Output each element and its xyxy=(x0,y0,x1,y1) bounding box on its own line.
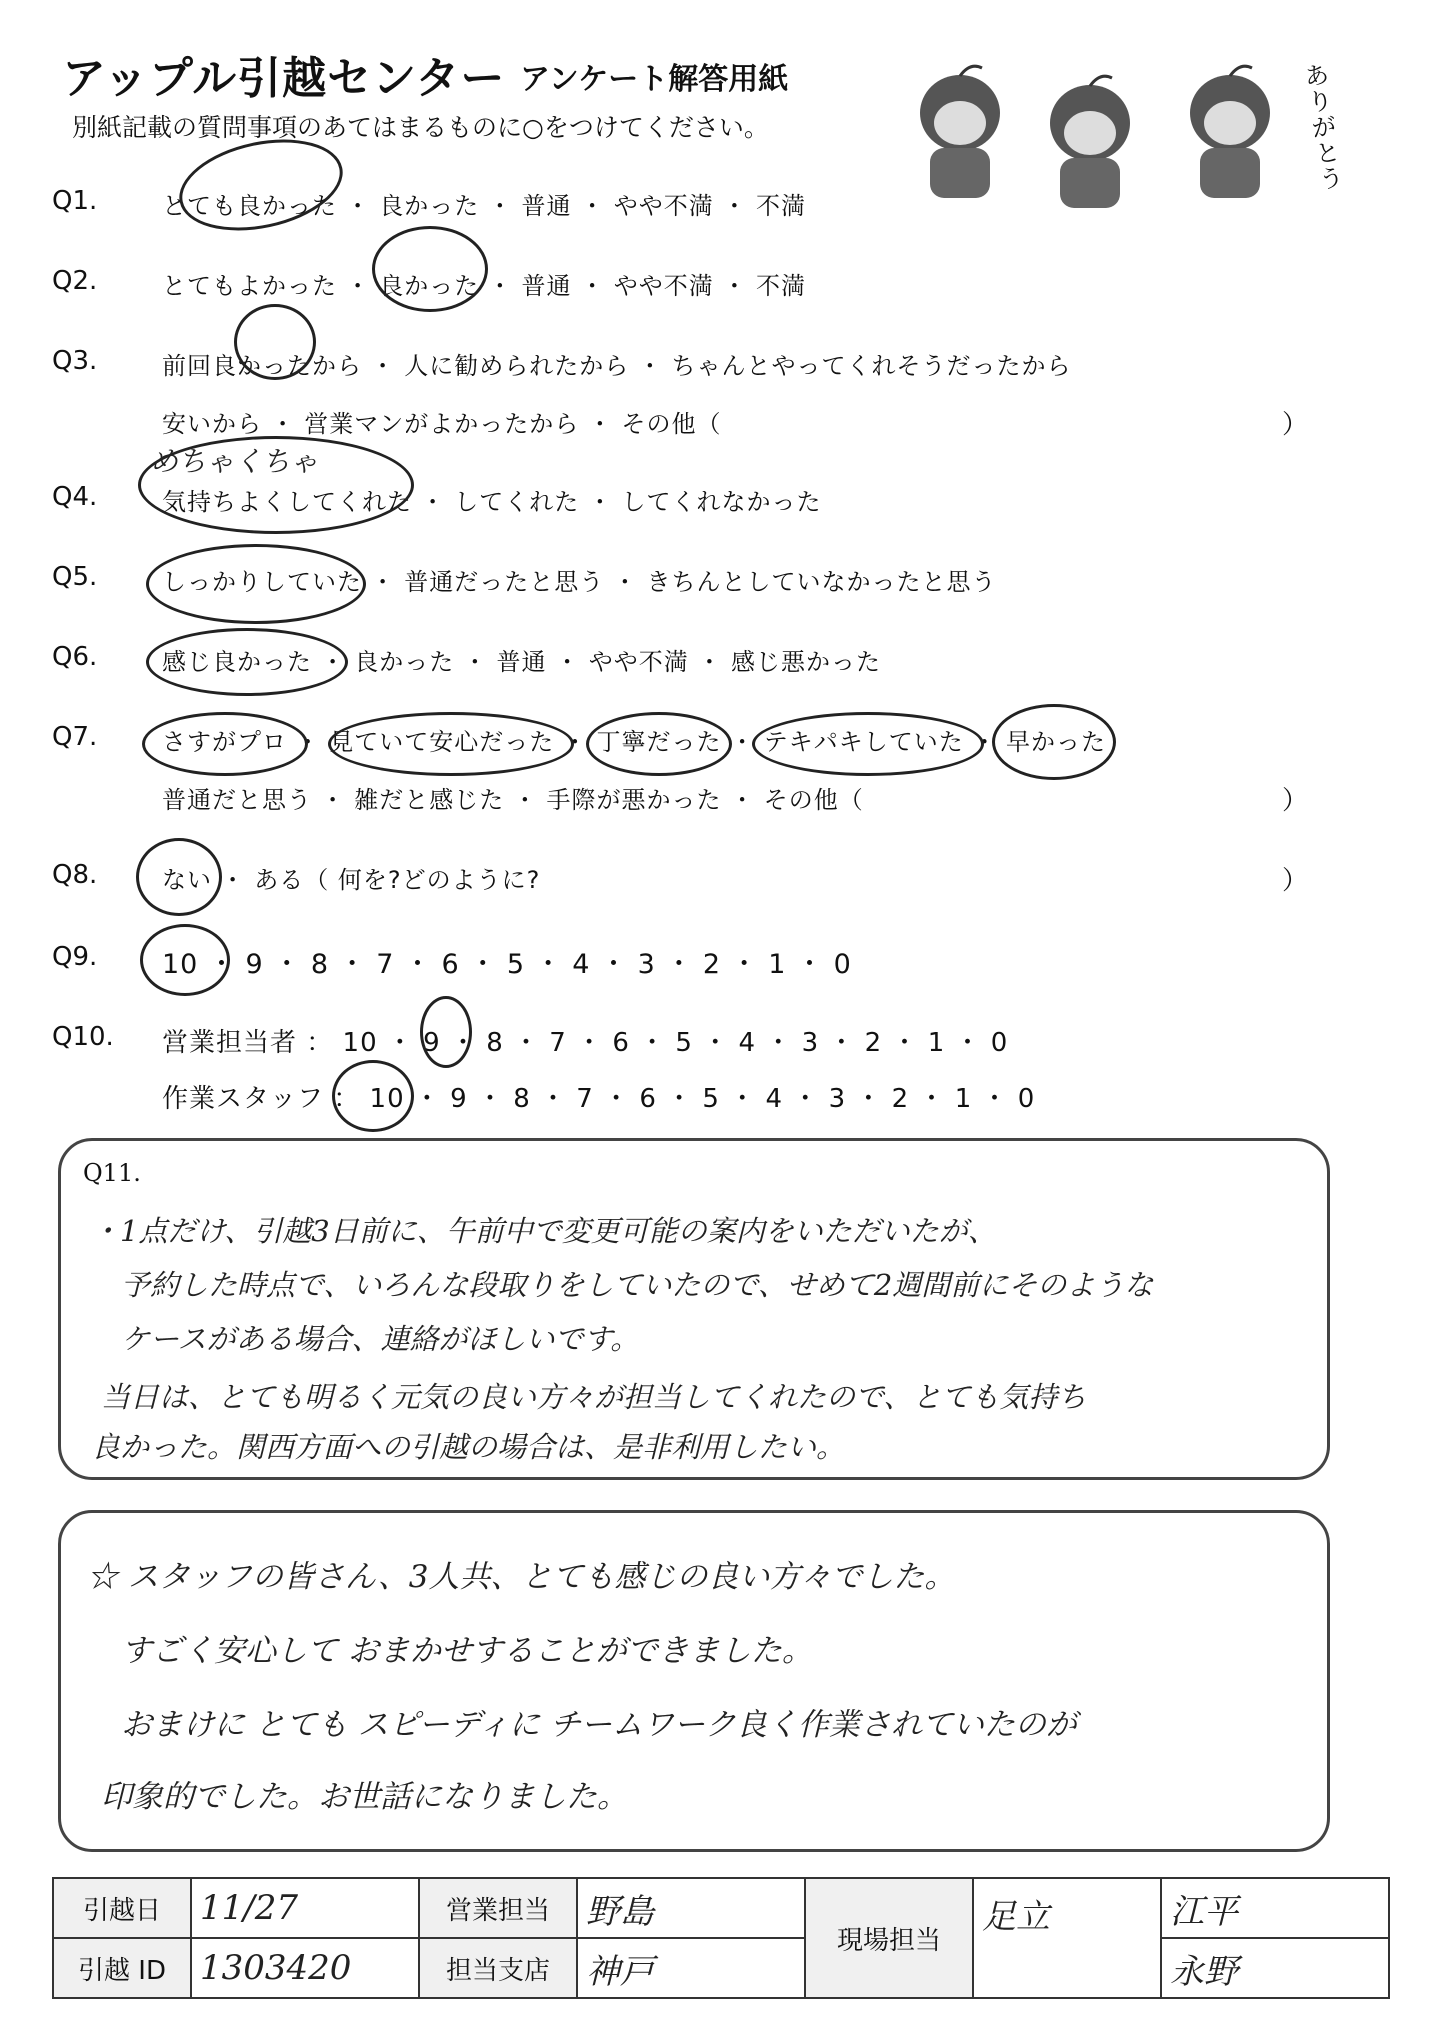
sales-label: 営業担当 xyxy=(419,1878,577,1938)
close-paren: ） xyxy=(1282,866,1309,896)
site-staff-3: 永野 xyxy=(1161,1938,1389,1998)
q11-line: ケースがある場合、連絡がほしいです。 xyxy=(121,1322,640,1356)
question-number: Q2. xyxy=(52,266,98,296)
question-options: 10 ・ 9 ・ 8 ・ 7 ・ 6 ・ 5 ・ 4 ・ 3 ・ 2 ・ 1 ・ 0 xyxy=(162,949,852,980)
question-number: Q8. xyxy=(52,860,98,890)
answer-circle xyxy=(372,226,488,312)
question-number: Q1. xyxy=(52,186,98,216)
survey-subtitle: アンケート解答用紙 xyxy=(520,62,789,97)
answer-circle xyxy=(146,544,366,624)
sales-value: 野島 xyxy=(577,1878,805,1938)
answer-circle xyxy=(138,436,414,534)
branch-label: 担当支店 xyxy=(419,1938,577,1998)
close-paren: ） xyxy=(1282,410,1309,440)
question-options: 作業スタッフ ： 10 ・ 9 ・ 8 ・ 7 ・ 6 ・ 5 ・ 4 ・ 3 ・ 2 ・ 1 ・ 0 xyxy=(162,1084,1036,1114)
monkey-mascot-icon xyxy=(1170,58,1290,208)
question-number: Q7. xyxy=(52,722,98,752)
comment-line: すごく安心して おまかせすることができました。 xyxy=(121,1633,813,1669)
site-staff-1: 足立 xyxy=(973,1878,1161,1998)
survey-title: アップル引越センター xyxy=(62,53,506,104)
monkey-mascot-icon xyxy=(1030,68,1150,218)
q11-line: ・1点だけ、引越3日前に、午前中で変更可能の案内をいただいたが、 xyxy=(91,1214,997,1248)
question-number: Q3. xyxy=(52,346,98,376)
question-options: 気持ちよくしてくれた ・ してくれた ・ してくれなかった xyxy=(162,488,822,516)
question-options: 安いから ・ 営業マンがよかったから ・ その他（ xyxy=(162,410,722,438)
answer-circle xyxy=(140,924,230,996)
question-options: 普通だと思う ・ 雑だと感じた ・ 手際が悪かった ・ その他（ xyxy=(162,786,864,814)
answer-circle xyxy=(752,712,984,776)
move-date-label: 引越日 xyxy=(53,1878,191,1938)
question-options: さすがプロ ・ 見ていて安心だった ・ 丁寧だった ・ テキパキしていた ・ 早かった xyxy=(162,728,1107,756)
q11-answer-box xyxy=(58,1138,1330,1480)
site-label: 現場担当 xyxy=(805,1878,973,1998)
answer-circle xyxy=(146,628,348,696)
move-date-value: 11/27 xyxy=(191,1878,419,1938)
question-number: Q5. xyxy=(52,562,98,592)
question-options: とても良かった ・ 良かった ・ 普通 ・ やや不満 ・ 不満 xyxy=(162,192,807,220)
answer-circle xyxy=(992,704,1116,780)
answer-circle xyxy=(234,304,316,380)
question-number: Q10. xyxy=(52,1022,114,1052)
comment-line: ☆ スタッフの皆さん、3人共、とても感じの良い方々でした。 xyxy=(87,1559,956,1595)
q11-label: Q11. xyxy=(83,1159,141,1187)
site-staff-2: 江平 xyxy=(1161,1878,1389,1938)
answer-circle xyxy=(586,712,732,776)
move-info-table xyxy=(52,1877,1390,1999)
move-id-label: 引越 ID xyxy=(53,1938,191,1998)
comment-line: おまけに とても スピーディに チームワーク良く作業されていたのが xyxy=(121,1707,1077,1743)
question-number: Q9. xyxy=(52,942,98,972)
mascot-caption: ありがとう xyxy=(1302,60,1346,195)
q11-line: 良かった。関西方面への引越の場合は、是非利用したい。 xyxy=(91,1430,846,1464)
answer-circle xyxy=(332,1060,414,1132)
move-id-value: 1303420 xyxy=(191,1938,419,1998)
question-number: Q4. xyxy=(52,482,98,512)
close-paren: ） xyxy=(1282,786,1309,816)
q11-line: 当日は、とても明るく元気の良い方々が担当してくれたので、とても気持ち xyxy=(101,1380,1087,1414)
question-options: 感じ良かった ・ 良かった ・ 普通 ・ やや不満 ・ 感じ悪かった xyxy=(162,648,882,676)
question-options: 営業担当者 ： 10 ・ 9 ・ 8 ・ 7 ・ 6 ・ 5 ・ 4 ・ 3 ・ 2 ・ 1 ・ 0 xyxy=(162,1028,1009,1058)
comment-box xyxy=(58,1510,1330,1852)
question-options: しっかりしていた ・ 普通だったと思う ・ きちんとしていなかったと思う xyxy=(162,568,997,596)
instruction-text: 別紙記載の質問事項のあてはまるものに○をつけてください。 xyxy=(72,113,769,142)
handwritten-note: めちゃくちゃ xyxy=(150,445,319,478)
answer-circle xyxy=(328,712,574,776)
branch-value: 神戸 xyxy=(577,1938,805,1998)
question-options: ない ・ ある（ 何を?どのように? xyxy=(162,866,541,894)
comment-line: 印象的でした。お世話になりました。 xyxy=(101,1779,628,1815)
monkey-mascot-icon xyxy=(900,58,1020,208)
answer-circle xyxy=(136,838,222,916)
question-options: とてもよかった ・ 良かった ・ 普通 ・ やや不満 ・ 不満 xyxy=(162,272,807,300)
question-number: Q6. xyxy=(52,642,98,672)
answer-circle xyxy=(142,712,308,776)
q11-line: 予約した時点で、いろんな段取りをしていたので、せめて2週間前にそのような xyxy=(121,1268,1154,1302)
question-options: 前回良かったから ・ 人に勧められたから ・ ちゃんとやってくれそうだったから xyxy=(162,352,1072,380)
answer-circle xyxy=(420,996,472,1068)
